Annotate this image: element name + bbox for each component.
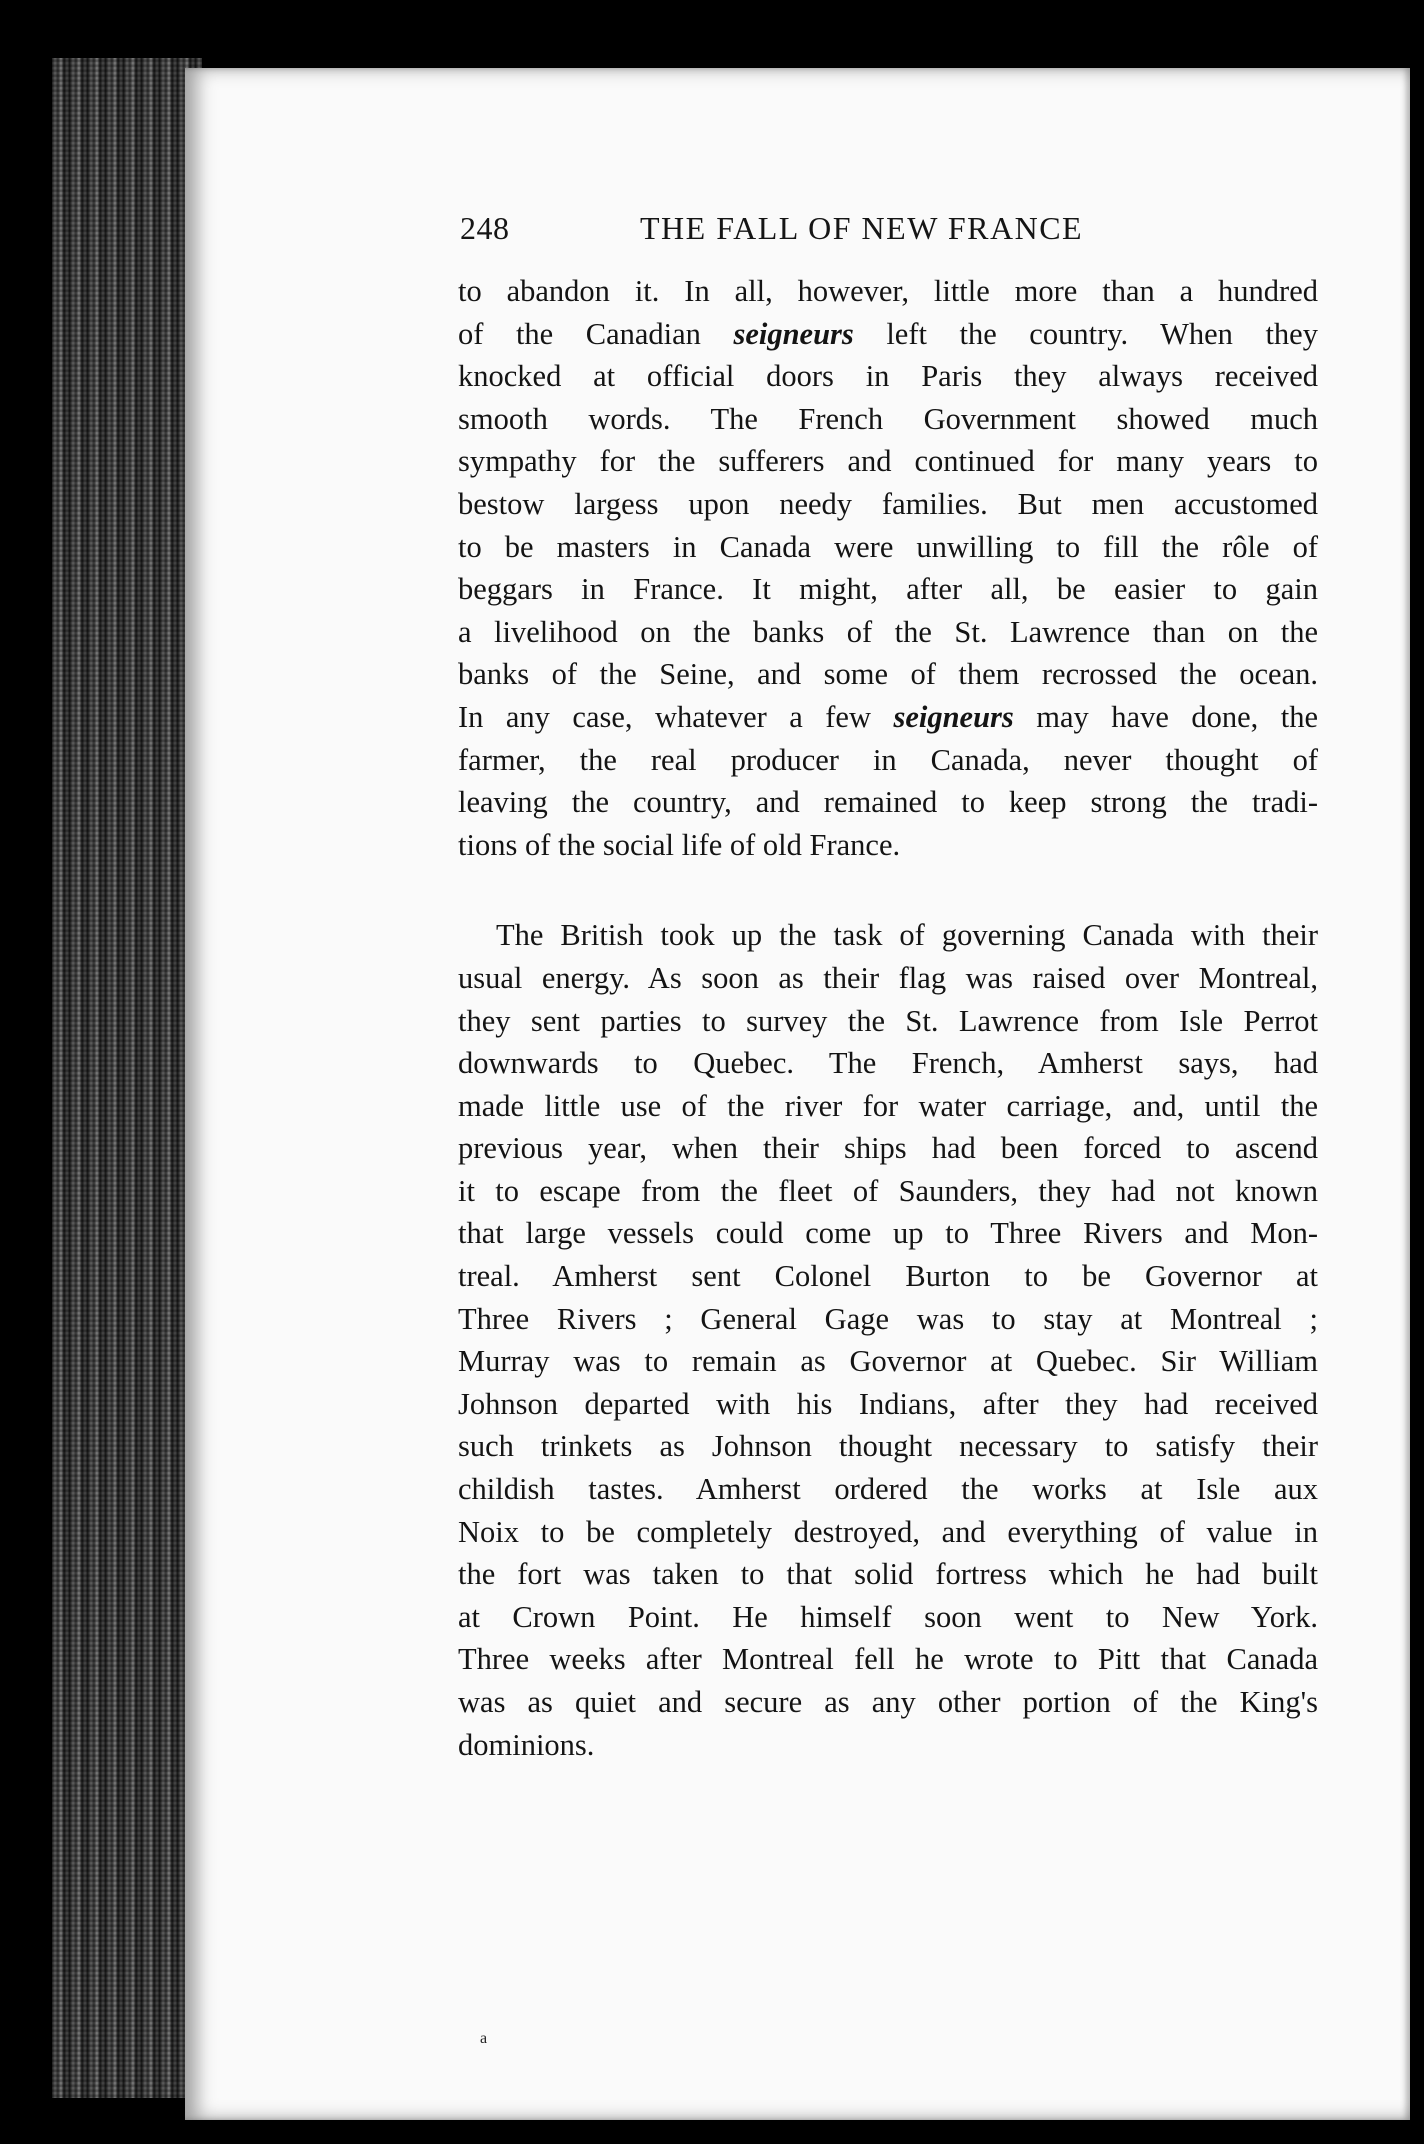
- text-line: to be masters in Canada were unwilling to fill the rôle of: [458, 529, 1318, 564]
- text-line: it to escape from the fleet of Saunders, they had not known: [458, 1173, 1318, 1208]
- text-line: a livelihood on the banks of the St. Lawrence than on the: [458, 614, 1318, 649]
- text-line: bestow largess upon needy families. But men accustomed: [458, 486, 1318, 521]
- text-line: dominions.: [458, 1727, 595, 1762]
- italic-term: seigneurs: [893, 699, 1014, 734]
- text-line: Johnson departed with his Indians, after they had received: [458, 1386, 1318, 1421]
- text-line: tions of the social life of old France.: [458, 827, 901, 862]
- text-line: to abandon it. In all, however, little more than a hundred: [458, 274, 1318, 308]
- text-line: usual energy. As soon as their flag was raised over Montreal,: [458, 960, 1318, 995]
- paragraph: [458, 270, 1318, 866]
- paragraph-gap: [458, 866, 1318, 914]
- text-line: Murray was to remain as Governor at Quebec. Sir William: [458, 1344, 1318, 1379]
- body-text: [458, 270, 1318, 1766]
- text-line: that large vessels could come up to Three Rivers and Mon-: [458, 1216, 1318, 1251]
- text-line: banks of the Seine, and some of them recrossed the ocean.: [458, 657, 1318, 692]
- text-line: the fort was taken to that solid fortress which he had built: [458, 1557, 1318, 1592]
- text-line: farmer, the real producer in Canada, never thought of: [458, 742, 1318, 777]
- text-line: leaving the country, and remained to keep strong the tradi-: [458, 785, 1318, 820]
- running-title: THE FALL OF NEW FRANCE: [640, 210, 1084, 246]
- text-line: of the Canadian seigneurs left the country. When they: [458, 316, 1318, 351]
- text-line: In any case, whatever a few seigneurs may have done, the: [458, 699, 1318, 734]
- paragraph: [458, 914, 1318, 1766]
- text-line: beggars in France. It might, after all, be easier to gain: [458, 572, 1318, 607]
- text-line: previous year, when their ships had been forced to ascend: [458, 1131, 1318, 1166]
- running-head: [460, 210, 1340, 260]
- text-line: at Crown Point. He himself soon went to New York.: [458, 1599, 1318, 1634]
- text-line: made little use of the river for water carriage, and, until the: [458, 1088, 1318, 1123]
- signature-mark: a: [480, 2030, 488, 2047]
- text-line: smooth words. The French Government showed much: [458, 401, 1318, 436]
- page-number: 248: [460, 210, 510, 246]
- text-line: downwards to Quebec. The French, Amherst says, had: [458, 1046, 1318, 1081]
- text-line: treal. Amherst sent Colonel Burton to be Governor at: [458, 1259, 1318, 1294]
- text-line: sympathy for the sufferers and continued for many years to: [458, 444, 1318, 479]
- text-line: was as quiet and secure as any other portion of the King's: [458, 1685, 1318, 1719]
- text-line: Three weeks after Montreal fell he wrote to Pitt that Canada: [458, 1642, 1318, 1677]
- text-line: they sent parties to survey the St. Lawrence from Isle Perrot: [458, 1003, 1318, 1038]
- text-line: childish tastes. Amherst ordered the works at Isle aux: [458, 1472, 1318, 1507]
- text-line: The British took up the task of governing Canada with their: [496, 918, 1318, 953]
- text-line: knocked at official doors in Paris they always received: [458, 359, 1318, 394]
- italic-term: seigneurs: [733, 316, 854, 351]
- text-line: Noix to be completely destroyed, and everything of value in: [458, 1514, 1318, 1549]
- text-line: Three Rivers ; General Gage was to stay at Montreal ;: [458, 1301, 1318, 1336]
- book-page-edges: [52, 58, 202, 2098]
- text-line: such trinkets as Johnson thought necessary to satisfy their: [458, 1429, 1318, 1464]
